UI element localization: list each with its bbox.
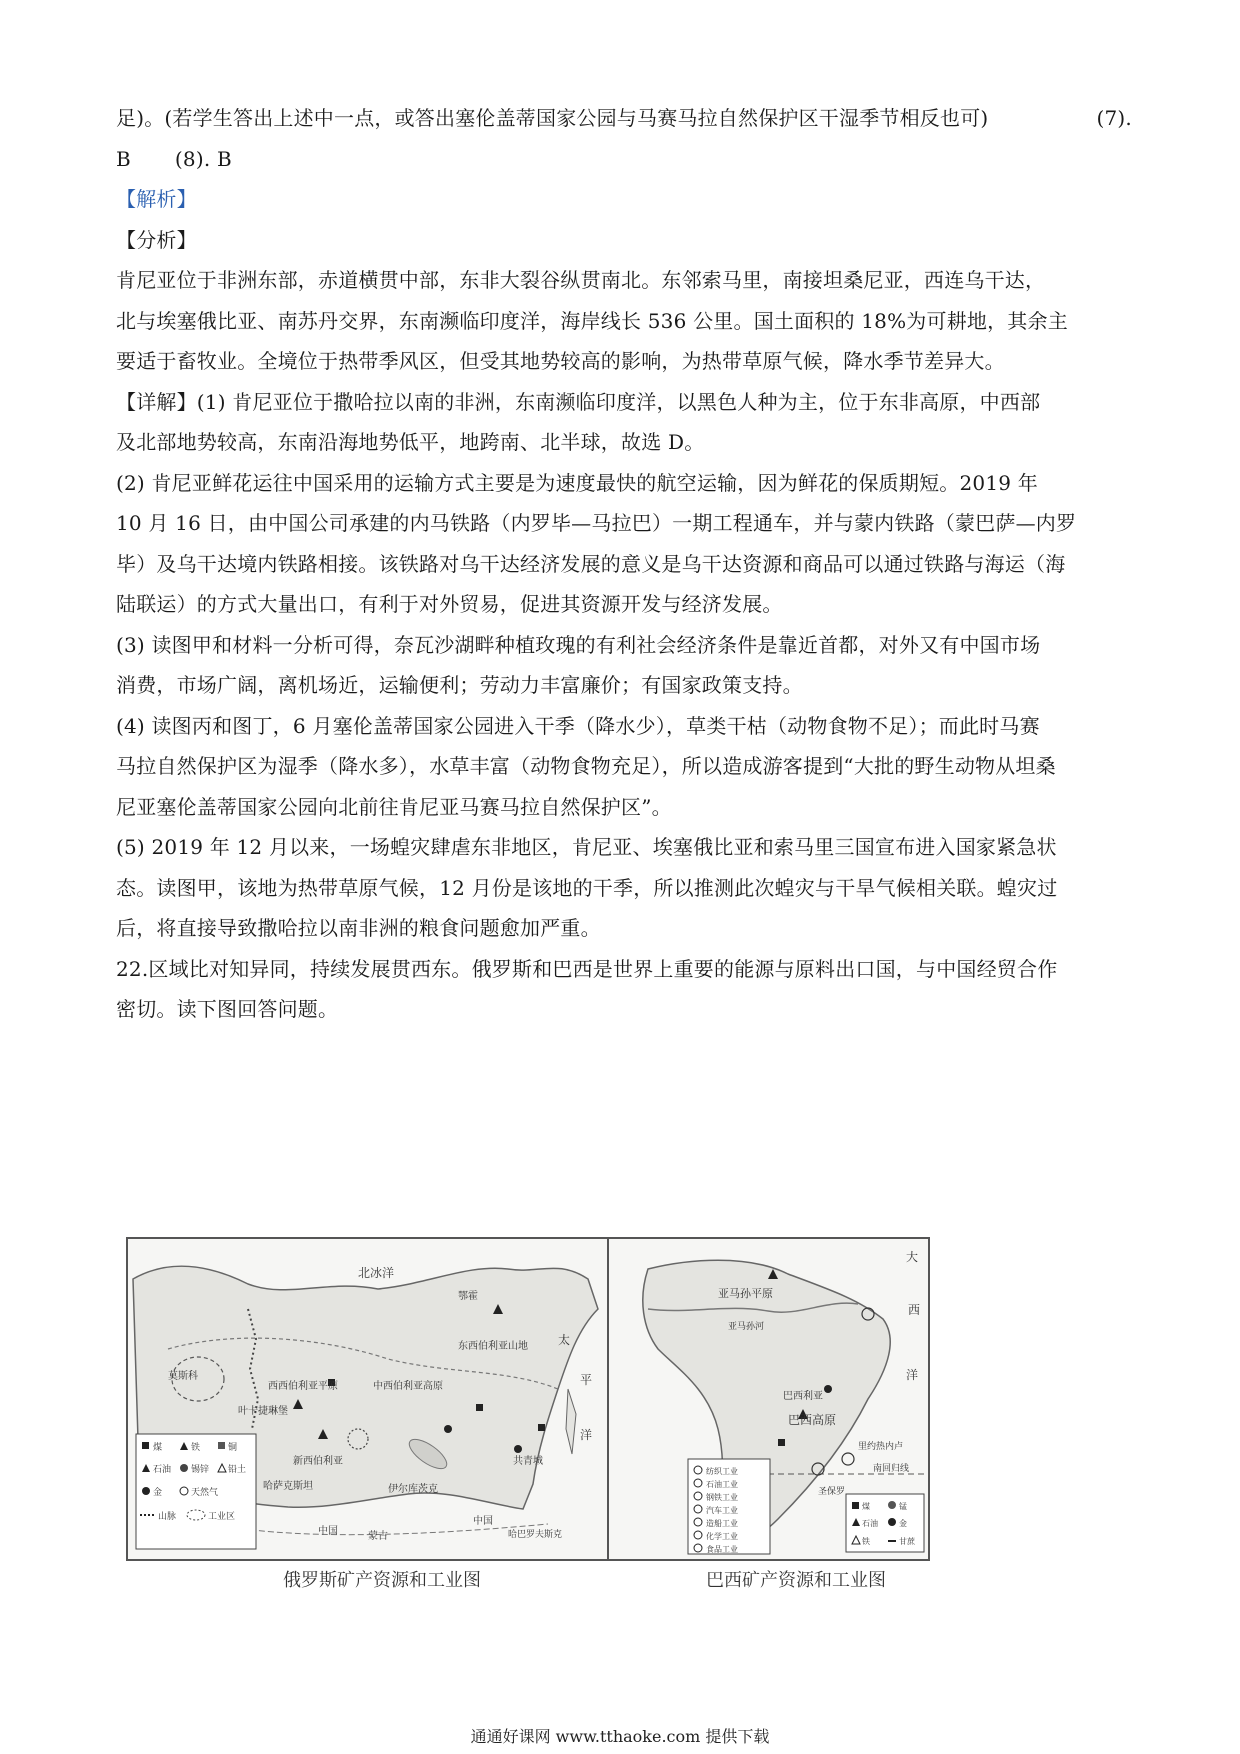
legend-textile-label: 纺织工业 [706, 1467, 738, 1476]
gold-symbol [514, 1445, 522, 1453]
legend-coal-mark [142, 1442, 149, 1449]
fenxi-heading: 【分析】 [116, 227, 197, 252]
legend-copper-label: 铜 [228, 1443, 238, 1453]
brazil-map-caption: 巴西矿产资源和工业图 [706, 1570, 886, 1591]
pacific-tai-label: 太 [558, 1333, 571, 1347]
page-footer: 通通好课网 www.tthaoke.com 提供下载 [470, 1727, 770, 1746]
legend-oil-label: 石油 [153, 1465, 172, 1475]
detail-line: (4) 读图丙和图丁，6 月塞伦盖蒂国家公园进入干季（降水少），草类干枯（动物食物不足）；而此时马赛 [116, 713, 1040, 738]
legend-b-gold-mark [888, 1518, 896, 1526]
pacific-ping-label: 平 [580, 1373, 593, 1387]
brazil-highland-label: 巴西高原 [788, 1413, 837, 1427]
legend-food-label: 食品工业 [706, 1545, 738, 1554]
novosibirsk-label: 新西伯利亚 [293, 1456, 343, 1467]
jiexi-heading: 【解析】 [116, 187, 197, 211]
answer-line-2 [116, 139, 1132, 180]
analysis-line: 要适于畜牧业。全境位于热带季风区，但受其地势较高的影响，为热带草原气候，降水季节差异大。 [116, 349, 1005, 373]
detail-line: 马拉自然保护区为湿季（降水多），水草丰富（动物食物充足），所以造成游客提到“大批的野生动物从坦桑 [116, 754, 1056, 778]
khabarovsk-label: 哈巴罗夫斯克 [508, 1530, 563, 1540]
sao-paulo-label: 圣保罗 [818, 1487, 846, 1497]
legend-iron-label: 铁 [191, 1443, 201, 1453]
analysis-line: 北与埃塞俄比亚、南苏丹交界，东南濒临印度洋，海岸线长 536 公里。国土面积的 18%为可耕地，其余主 [116, 308, 1068, 333]
text-body [116, 98, 1132, 1030]
legend-gold-mark [142, 1487, 150, 1495]
sakhalin-island [566, 1389, 576, 1454]
legend-ship-label: 造船工业 [706, 1519, 738, 1528]
yekaterinburg-label: 叶卡捷琳堡 [238, 1406, 288, 1417]
legend-b-manganese-label: 锰 [899, 1502, 907, 1511]
legend-timber-label: 锡锌 [191, 1465, 210, 1475]
china-label: 中国 [318, 1526, 338, 1537]
detail-line: (3) 读图甲和材料一分析可得，奈瓦沙湖畔种植玫瑰的有利社会经济条件是靠近首都，对外又有中国市场 [116, 632, 1041, 657]
answer-7-value: B [116, 146, 131, 171]
legend-b-coal-label: 煤 [862, 1502, 870, 1511]
legend-b-sugar-label: 甘蔗 [899, 1537, 915, 1546]
legend-copper-mark [218, 1442, 225, 1449]
coal-symbol [476, 1404, 483, 1411]
legend-steel-label: 钢铁工业 [706, 1493, 738, 1502]
moscow-label: 莫斯科 [168, 1371, 198, 1382]
rio-label: 里约热内卢 [858, 1442, 904, 1452]
detail-line: (5) 2019 年 12 月以来，一场蝗灾肆虐东非地区，肯尼亚、埃塞俄比亚和索马里三国宣布进入国家紧急状 [116, 835, 1057, 859]
question-22-line: 密切。读下图回答问题。 [116, 997, 339, 1021]
detail-line: 尼亚塞伦盖蒂国家公园向北前往肯尼亚马赛马拉自然保护区”。 [116, 794, 672, 819]
pacific-yang-label: 洋 [580, 1428, 593, 1442]
legend-b-iron-label: 铁 [862, 1537, 870, 1546]
legend-lead-label: 铅土 [228, 1465, 247, 1475]
legend-gold-label: 金 [153, 1488, 163, 1498]
russia-map-caption: 俄罗斯矿产资源和工业图 [283, 1570, 481, 1591]
map-drawing [128, 1239, 928, 1559]
komsomolsk-label: 共青城 [513, 1456, 543, 1467]
coal-symbol [778, 1439, 785, 1446]
detail-line: (2) 肯尼亚鲜花运往中国采用的运输方式主要是为速度最快的航空运输，因为鲜花的保质期短。2019 年 [116, 470, 1038, 495]
irkutsk-label: 伊尔库茨克 [388, 1484, 438, 1495]
legend-range-label: 山脉 [158, 1512, 177, 1522]
legend-b-oil-label: 石油 [862, 1519, 878, 1528]
industry-symbol [842, 1453, 854, 1465]
mongolia-label: 蒙古 [368, 1531, 388, 1542]
answer-8: (8). B [174, 146, 232, 171]
detail-line: 后，将直接导致撒哈拉以南非洲的粮食问题愈加严重。 [116, 916, 601, 940]
legend-chem-label: 化学工业 [706, 1532, 738, 1541]
east-siberia-label: 东西伯利亚山地 [458, 1341, 528, 1352]
atlantic-da-label: 大 [906, 1250, 919, 1264]
legend-oil-industry-label: 石油工业 [706, 1480, 738, 1489]
brasilia-label: 巴西利亚 [783, 1391, 823, 1402]
legend-gas-label: 天然气 [191, 1488, 219, 1498]
amazon-plain-label: 亚马孙平原 [718, 1287, 773, 1300]
china-east-label: 中国 [473, 1516, 493, 1527]
detail-line: 及北部地势较高，东南沿海地势低平，地跨南、北半球，故选 D。 [116, 430, 705, 454]
kazakhstan-label: 哈萨克斯坦 [263, 1481, 313, 1492]
gold-symbol [444, 1425, 452, 1433]
okhotsk-label: 鄂霍 [458, 1291, 478, 1302]
legend-b-gold-label: 金 [899, 1519, 907, 1528]
detail-line: 【详解】(1) 肯尼亚位于撒哈拉以南的非洲，东南濒临印度洋，以黑色人种为主，位于东非高原，中西部 [116, 389, 1041, 414]
map-figure [126, 1237, 930, 1561]
answer-line-1 [116, 98, 1132, 139]
arctic-ocean-label: 北冰洋 [358, 1266, 395, 1280]
answer-6-text: 足)。(若学生答出上述中一点，或答出塞伦盖蒂国家公园与马赛马拉自然保护区干湿季节相反也可) [116, 106, 989, 130]
tropic-label: 南回归线 [873, 1464, 910, 1474]
answer-7-number: (7). [1096, 106, 1132, 130]
detail-line: 毕）及乌干达境内铁路相接。该铁路对乌干达经济发展的意义是乌干达资源和商品可以通过铁路与海运（海 [116, 551, 1066, 576]
legend-auto-label: 汽车工业 [706, 1506, 738, 1515]
atlantic-yang-label: 洋 [906, 1368, 919, 1382]
question-22-line: 22.区域比对知异同，持续发展贯西东。俄罗斯和巴西是世界上重要的能源与原料出口国，与中国经贸合作 [116, 956, 1058, 981]
legend-b-manganese-mark [888, 1501, 896, 1509]
detail-line: 态。读图甲，该地为热带草原气候，12 月份是该地的干季，所以推测此次蝗灾与干旱气候相关联。蝗灾过 [116, 875, 1058, 900]
analysis-line: 肯尼亚位于非洲东部，赤道横贯中部，东非大裂谷纵贯南北。东邻索马里，南接坦桑尼亚，西连乌干达， [116, 268, 1046, 292]
coal-symbol [538, 1424, 545, 1431]
detail-line: 消费，市场广阔，离机场近，运输便利；劳动力丰富廉价；有国家政策支持。 [116, 673, 803, 697]
detail-line: 10 月 16 日，由中国公司承建的内马铁路（内罗毕—马拉巴）一期工程通车，并与蒙内铁路（蒙巴萨—内罗 [116, 511, 1077, 535]
gold-symbol [824, 1385, 832, 1393]
detail-line: 陆联运）的方式大量出口，有利于对外贸易，促进其资源开发与经济发展。 [116, 592, 783, 616]
legend-timber-mark [180, 1464, 188, 1472]
atlantic-xi-label: 西 [908, 1303, 921, 1317]
legend-b-coal-mark [852, 1502, 859, 1509]
legend-coal-label: 煤 [153, 1443, 163, 1453]
west-siberia-label: 西西伯利亚平原 [268, 1381, 338, 1392]
central-siberia-label: 中西伯利亚高原 [373, 1381, 443, 1392]
legend-industry-label: 工业区 [208, 1512, 236, 1522]
amazon-river-label: 亚马孙河 [728, 1322, 765, 1332]
